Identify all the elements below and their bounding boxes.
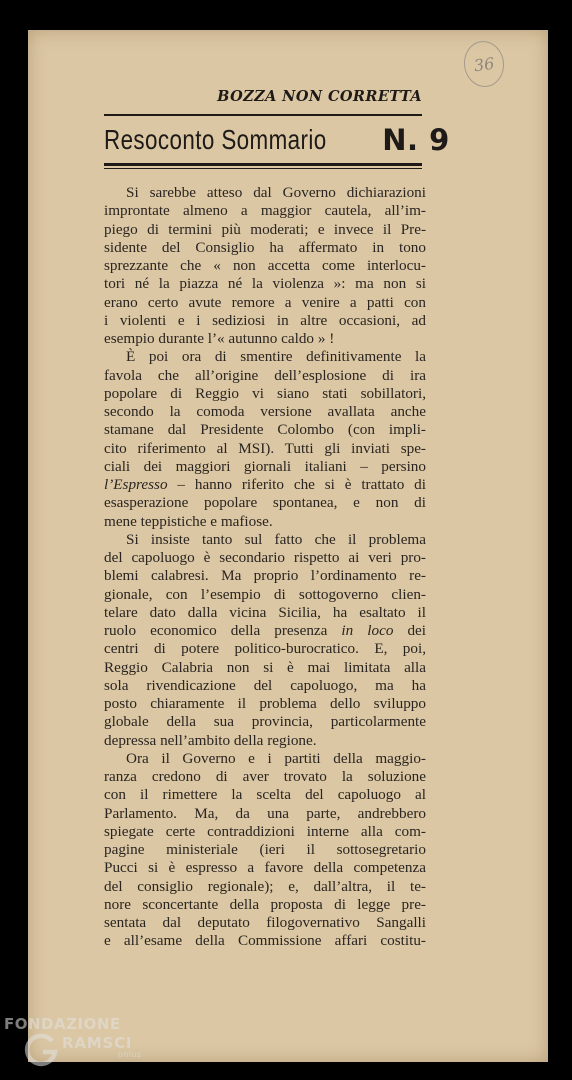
header-rule-top	[104, 114, 422, 116]
body-line: improntate almeno a maggior cautela, all’im-	[104, 202, 426, 220]
body-line: ruolo economico della presenza in loco dei	[104, 622, 426, 639]
body-line: Ora il Governo e i partiti della maggio-	[126, 749, 426, 767]
body-line: piego di termini più moderati; e invece il Pre-	[104, 220, 426, 238]
body-line: i violenti e i sediziosi in altre occasioni, ad	[104, 311, 426, 329]
body-line: depressa nell’ambito della regione.	[104, 731, 317, 749]
body-line: favola che all’origine dell’esplosione di ira	[104, 366, 426, 384]
body-line: blemi calabresi. Ma proprio l’ordinamento re-	[104, 567, 426, 585]
fondazione-gramsci-watermark	[4, 1015, 142, 1072]
document-heading	[104, 118, 450, 162]
header-rule-bottom-thin	[104, 168, 422, 169]
body-line: erano certo avute remore a venire a patti con	[104, 293, 426, 311]
body-line: telare dato dalla vicina Sicilia, ha esaltato il	[104, 603, 426, 621]
document-body	[104, 184, 426, 951]
body-line: posto chiaramente il problema dello sviluppo	[104, 695, 426, 712]
body-line: del consiglio regionale); e, dall’altra, il te-	[104, 877, 426, 895]
body-line: Reggio Calabria non si è mai limitata alla	[104, 658, 426, 676]
watermark-line2: RAMSCI	[62, 1034, 133, 1052]
body-line: l’Espresso – hanno riferito che si è trattato di	[104, 476, 426, 493]
body-line: centri di potere politico-burocratico. E, poi,	[104, 640, 426, 658]
heading-number: N. 9	[382, 123, 450, 157]
body-line: Si sarebbe atteso dal Governo dichiarazioni	[126, 184, 426, 201]
body-line: esasperazione popolare spontanea, e non di	[104, 494, 426, 512]
header-rule-bottom	[104, 163, 422, 166]
handwritten-page-number: 36	[461, 38, 507, 89]
body-line: e all’esame della Commissione affari costitu-	[104, 932, 426, 950]
body-line: Pucci si è espresso a favore della competenza	[104, 859, 426, 877]
body-line: mene teppistiche e mafiose.	[104, 512, 273, 530]
body-line: Parlamento. Ma, da una parte, andrebbero	[104, 804, 426, 822]
heading-title: Resoconto Sommario	[104, 124, 327, 155]
body-line: ciali dei maggiori giornali italiani – persino	[104, 457, 426, 475]
body-line: globale della sua provincia, particolarmente	[104, 713, 426, 731]
body-line: popolare di Reggio vi siano stati sobillatori,	[104, 384, 426, 402]
body-line: cito riferimento al MSI). Tutti gli inviati spe-	[104, 439, 426, 457]
body-line: gionale, con l’esempio di sottogoverno clien-	[104, 585, 426, 603]
body-line: sentata dal deputato filogovernativo Sangalli	[104, 914, 426, 931]
watermark-line1: FONDAZIONE	[4, 1015, 121, 1033]
body-line: secondo la comoda versione avallata anche	[104, 403, 426, 420]
draft-label: BOZZA NON CORRETTA	[217, 88, 422, 105]
body-line: spiegate certe contraddizioni interne alla com-	[104, 822, 426, 840]
body-line: esempio durante l’« autunno caldo » !	[104, 330, 335, 347]
body-line: tori né la piazza né la violenza »: ma non si	[104, 275, 426, 293]
body-line: con il rimettere la scelta del capoluogo al	[104, 786, 426, 804]
watermark-onlus: onlus	[118, 1050, 142, 1059]
body-line: sprezzante che « non accetta come interlocu-	[104, 257, 426, 274]
body-line: nore sconcertante della proposta di legge pre-	[104, 895, 426, 913]
body-line: pagine ministeriale (ieri il sottosegretario	[104, 841, 426, 858]
body-line: stamane dal Presidente Colombo (con impli-	[104, 421, 426, 439]
body-line: sola rivendicazione del capoluogo, ma ha	[104, 676, 426, 694]
body-line: È poi ora di smentire definitivamente la	[126, 348, 426, 366]
body-line: del capoluogo è secondario rispetto ai veri pro-	[104, 549, 426, 566]
gramsci-g-logo-icon	[24, 1032, 60, 1068]
body-line: Si insiste tanto sul fatto che il problema	[126, 530, 426, 548]
body-line: sidente del Consiglio ha affermato in tono	[104, 238, 426, 256]
body-line: ranza credono di aver trovato la soluzione	[104, 768, 426, 785]
